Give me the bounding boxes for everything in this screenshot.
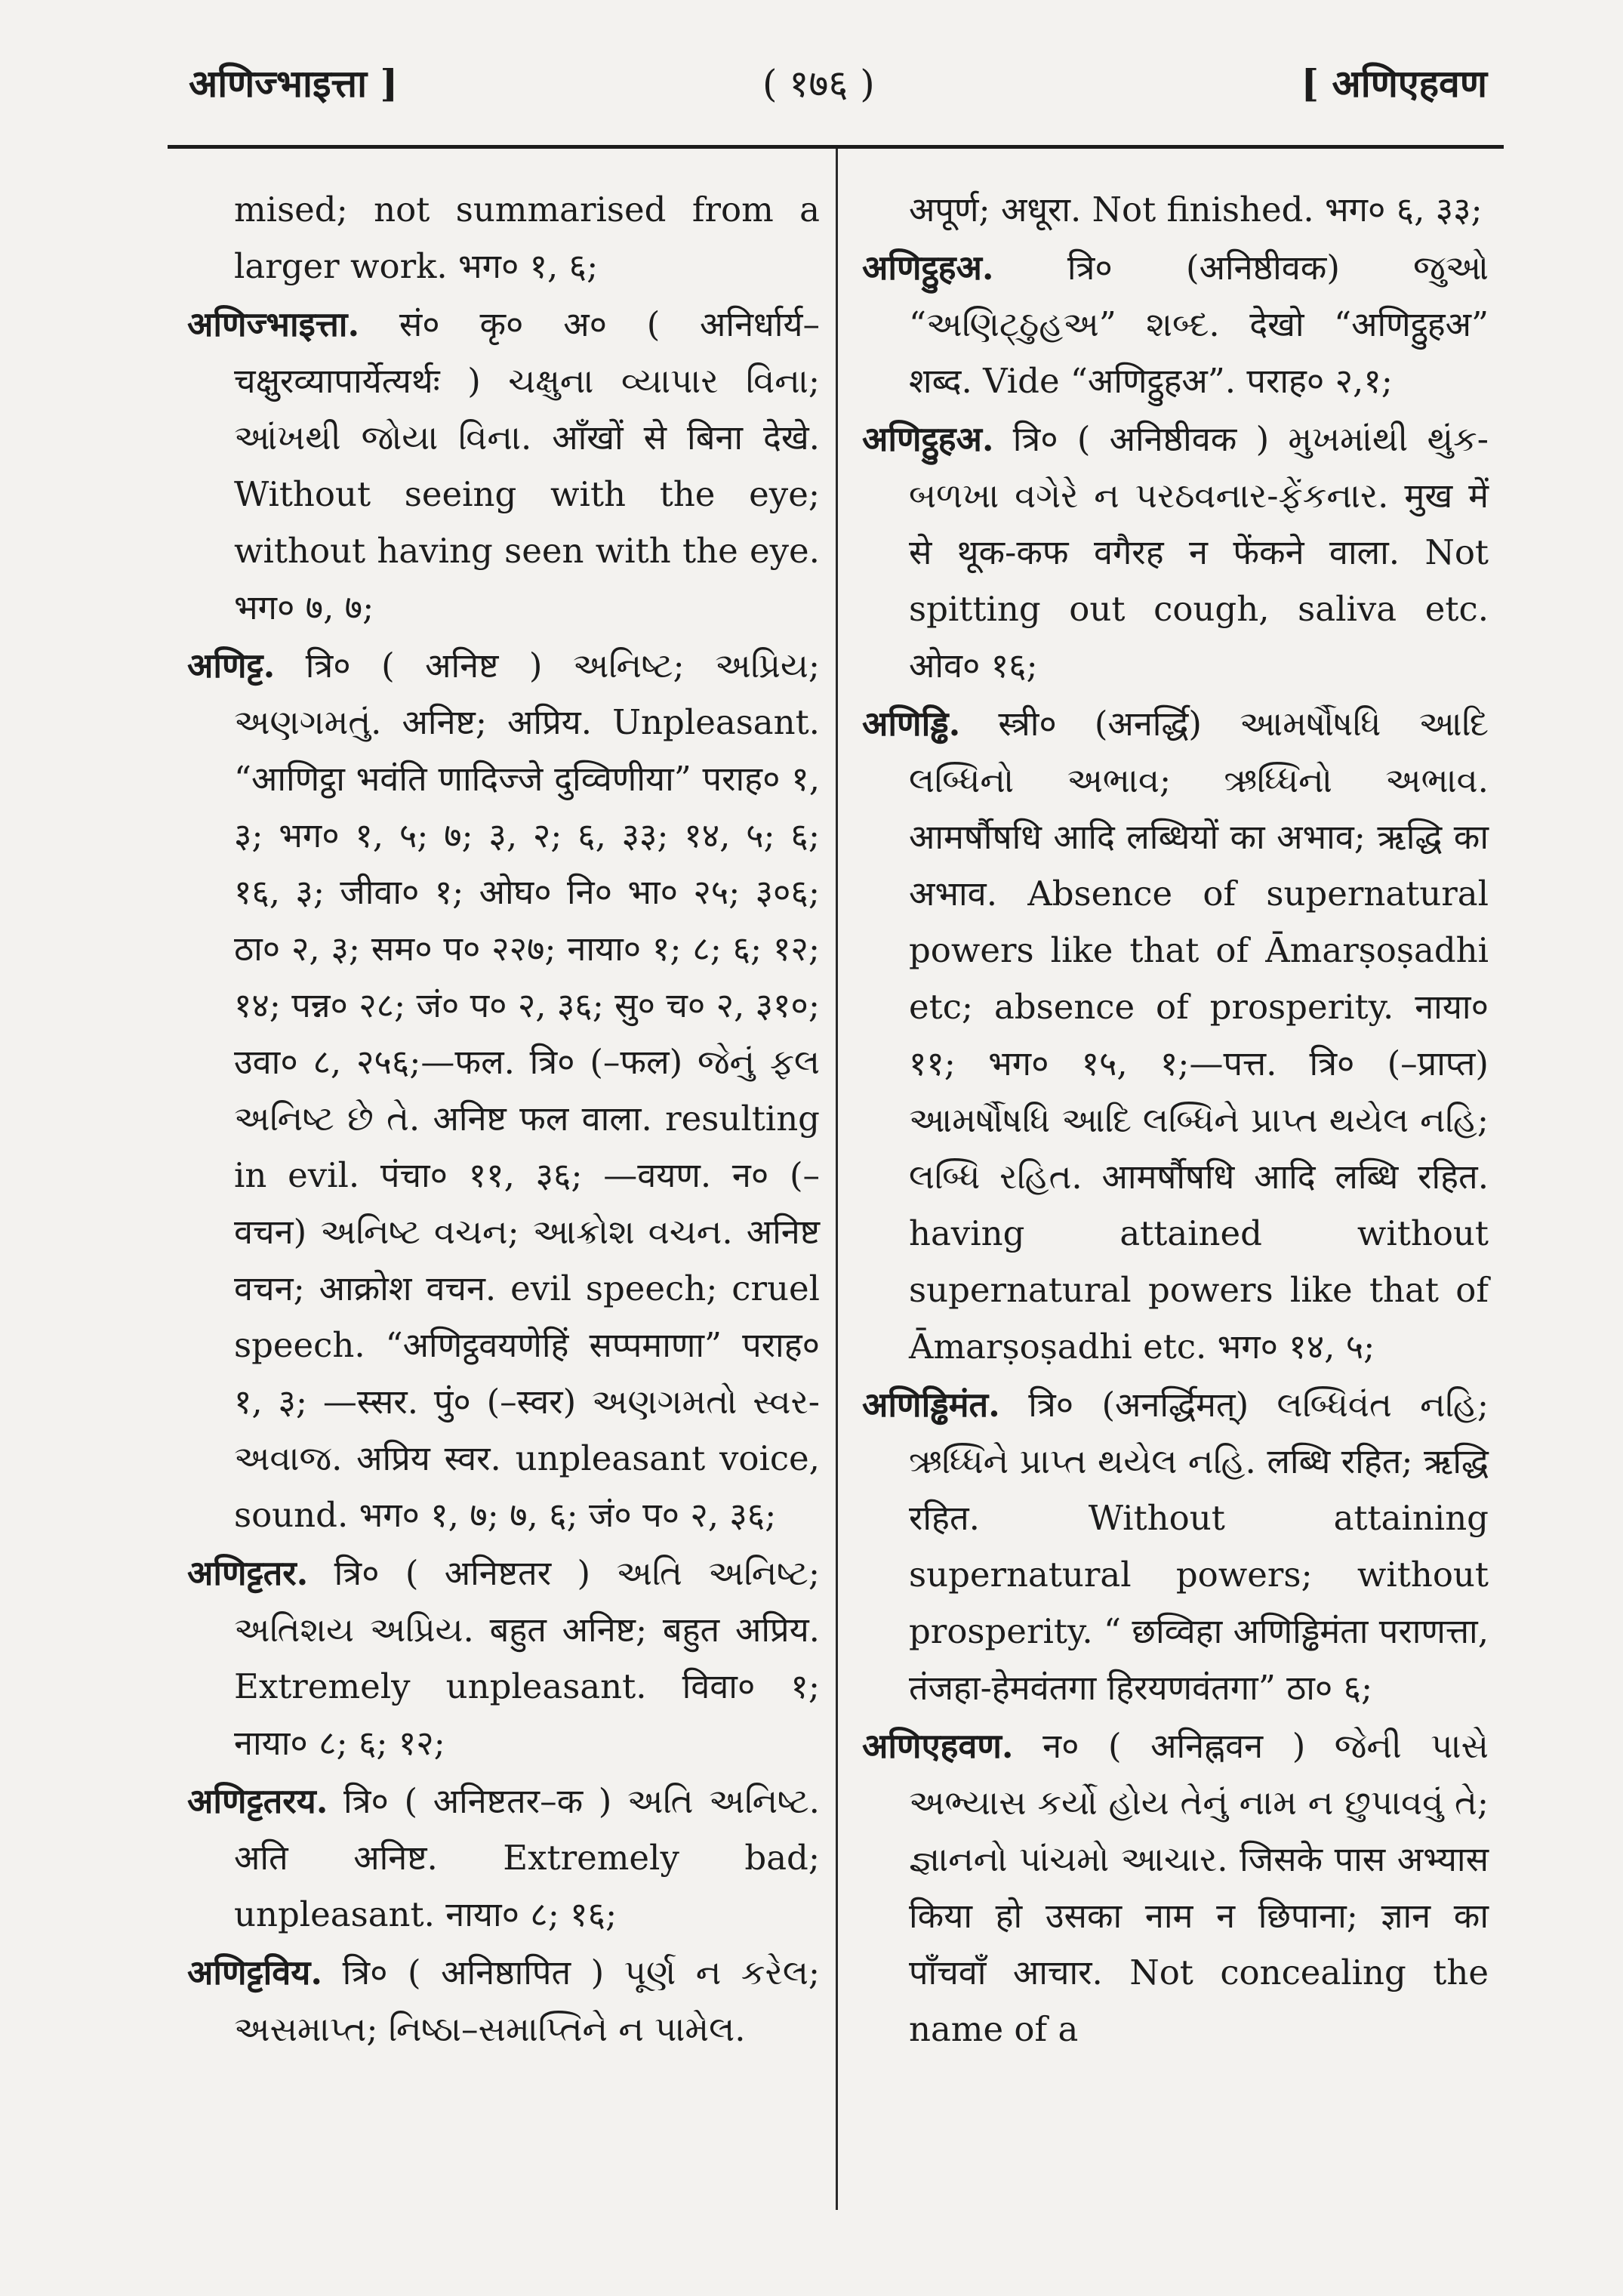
entry-headword: अणिएहवण. bbox=[862, 1726, 1014, 1766]
header-left-guideword: अणिज्भाइत्ता ] bbox=[189, 61, 399, 106]
right-column bbox=[862, 181, 1489, 2059]
entry-headword: अणिड्ढि. bbox=[862, 704, 961, 744]
entry-headword: अणिट्ठुहअ. bbox=[862, 248, 994, 288]
continuation-text: अपूर्ण; अधूरा. Not finished. भग० ६, ३३; bbox=[909, 190, 1483, 230]
entry-headword: अणिट्टतर. bbox=[187, 1553, 309, 1593]
entry-body: स्त्री० (अनर्द्धि) આમર્ષૌષધિ આદિ લબ્ધિનો અભાવ; ઋધ્ધિનો અભાવ. आमर्षौषधि आदि लब्धियों का अभाव; ऋद्धि का अभाव. Absence of supernatural powers like that of Āmarṣoṣadhi etc; absence of prosperity. नाया० ११; भग० १५, १;—पत्त. त्रि० (–प्राप्त) આમર્ષૌષધિ આદિ લબ્ધિને પ્રાપ્ત થયેલ નહિ; લબ્ધિ રહિત. आमर्षौषधि आदि लब्धि रहित. having attained without supernatural powers like that of Āmarṣoṣadhi etc. भग० १४, ५; bbox=[909, 704, 1489, 1367]
entry-body: त्रि० ( अनिष्ट ) અનિષ્ટ; અપ્રિય; અણગમતું. अनिष्ट; अप्रिय. Unpleasant. “आणिट्ठा भवंति णादिज्जे दुव्विणीया” पराह० १, ३; भग० १, ५; ७; ३, २; ६, ३३; १४, ५; ६; १६, ३; जीवा० १; ओघ० नि० भा० २५; ३०६; ठा० २, ३; सम० प० २२७; नाया० १; ८; ६; १२; १४; पन्न० २८; जं० प० २, ३६; सु० च० २, ३१०; उवा० ८, २५६;—फल. त्रि० (–फल) જેનું ફલ અનિષ્ટ છે તે. अनिष्ट फल वाला. resulting in evil. पंचा० ११, ३६; —वयण. न० (–वचन) અનિષ્ટ વચન; આક્રોશ વચન. अनिष्ट वचन; आक्रोश वचन. evil speech; cruel speech. “अणिट्ठवयणेहिं सप्पमाणा” पराह० १, ३; —स्सर. पुं० (–स्वर) અણગમતો સ્વર-અવાજ. अप्रिय स्वर. unpleasant voice, sound. भग० १, ७; ७, ६; जं० प० २, ३६; bbox=[234, 646, 820, 1535]
entry-body: त्रि० (अनर्द्धिमत्) લબ્ધિવંત નહિ; ઋધ્ધિને પ્રાપ્ત થયેલ નહિ. लब्धि रहित; ऋद्धि रहित. Without attaining supernatural powers; without prosperity. “ छव्विहा अणिड्ढिमंता पराणत्ता, तंजहा-हेमवंतगा हिरयणवंतगा” ठा० ६; bbox=[909, 1385, 1489, 1708]
column-divider bbox=[836, 149, 838, 2210]
dictionary-entry bbox=[862, 1376, 1489, 1716]
continuation-text: mised; not summarised from a larger work. भग० १, ६; bbox=[234, 190, 820, 286]
entry-body: त्रि० ( अनिष्टतर ) અતિ અનિષ્ટ; અતિશય અપ્રિય. बहुत अनिष्ट; बहुत अप्रिय. Extremely unpleasant. विवा० १; नाया० ८; ६; १२; bbox=[234, 1553, 820, 1763]
dictionary-entry bbox=[187, 1944, 820, 2057]
dictionary-entry bbox=[862, 695, 1489, 1375]
page-header bbox=[174, 42, 1502, 117]
entry-body: सं० कृ० अ० ( अनिर्धार्य–चक्षुरव्यापार्येत्यर्थः ) ચક્ષુના વ્યાપાર વિના; આંખથી જોયા વિના. आँखों से बिना देखे. Without seeing with the eye; without having seen with the eye. भग० ७, ७; bbox=[234, 304, 820, 627]
entry-body: त्रि० ( अनिष्ठीवक ) મુખમાંથી થુંક-બળખા વગેરે ન પરઠવનાર-ફેંકનાર. मुख में से थूक-कफ वगैरह न फेंकने वाला. Not spitting out cough, saliva etc. ओव० १६; bbox=[909, 419, 1489, 686]
entry-headword: अणिट्ट. bbox=[187, 646, 276, 686]
dictionary-entry bbox=[187, 1545, 820, 1771]
header-right-guideword: [ अणिएहवण bbox=[1301, 61, 1487, 106]
entry-headword: अणिट्टविय. bbox=[187, 1952, 323, 1992]
entry-headword: अणिड्ढिमंत. bbox=[862, 1385, 1000, 1425]
dictionary-entry bbox=[187, 296, 820, 636]
dictionary-entry bbox=[187, 1773, 820, 1943]
dictionary-entry bbox=[862, 411, 1489, 694]
entry-headword: अणिट्ठुहअ. bbox=[862, 419, 994, 459]
entry-body: त्रि० ( अनिष्टतर–क ) અતિ અનિષ્ટ. अति अनिष्ट. Extremely bad; unpleasant. नाया० ८; १६; bbox=[234, 1781, 820, 1934]
left-column bbox=[187, 181, 820, 2059]
dictionary-entry bbox=[862, 239, 1489, 409]
dictionary-entry bbox=[187, 637, 820, 1543]
entry-headword: अणिट्टतरय. bbox=[187, 1781, 328, 1821]
page-number: ( १७६ ) bbox=[762, 62, 875, 106]
entry-body: त्रि० ( अनिष्ठापित ) પૂર્ણ ન કરેલ; અસમાપ્ત; નિષ્ઠા–સમાપ્તિને ન પામેલ. bbox=[234, 1952, 820, 2049]
entry-body: न० ( अनिह्नवन ) જેની પાસે અભ્યાસ કર્યો હોય તેનું નામ ન છુપાવવું તે; જ્ઞાનનો પાંચમો આચાર. जिसके पास अभ्यास किया हो उसका नाम न छिपाना; ज्ञान का पाँचवाँ आचार. Not concealing the name of a bbox=[909, 1726, 1489, 2049]
dictionary-entry bbox=[862, 1718, 1489, 2057]
entry-body: त्रि० (अनिष्ठीवक) જુઓ “અણિટ્ઠુહઅ” શબ્દ. देखो “अणिट्ठुहअ” शब्द. Vide “अणिट्ठुहअ”. पराह० २,१; bbox=[909, 248, 1489, 401]
entry-headword: अणिज्भाइत्ता. bbox=[187, 304, 360, 344]
